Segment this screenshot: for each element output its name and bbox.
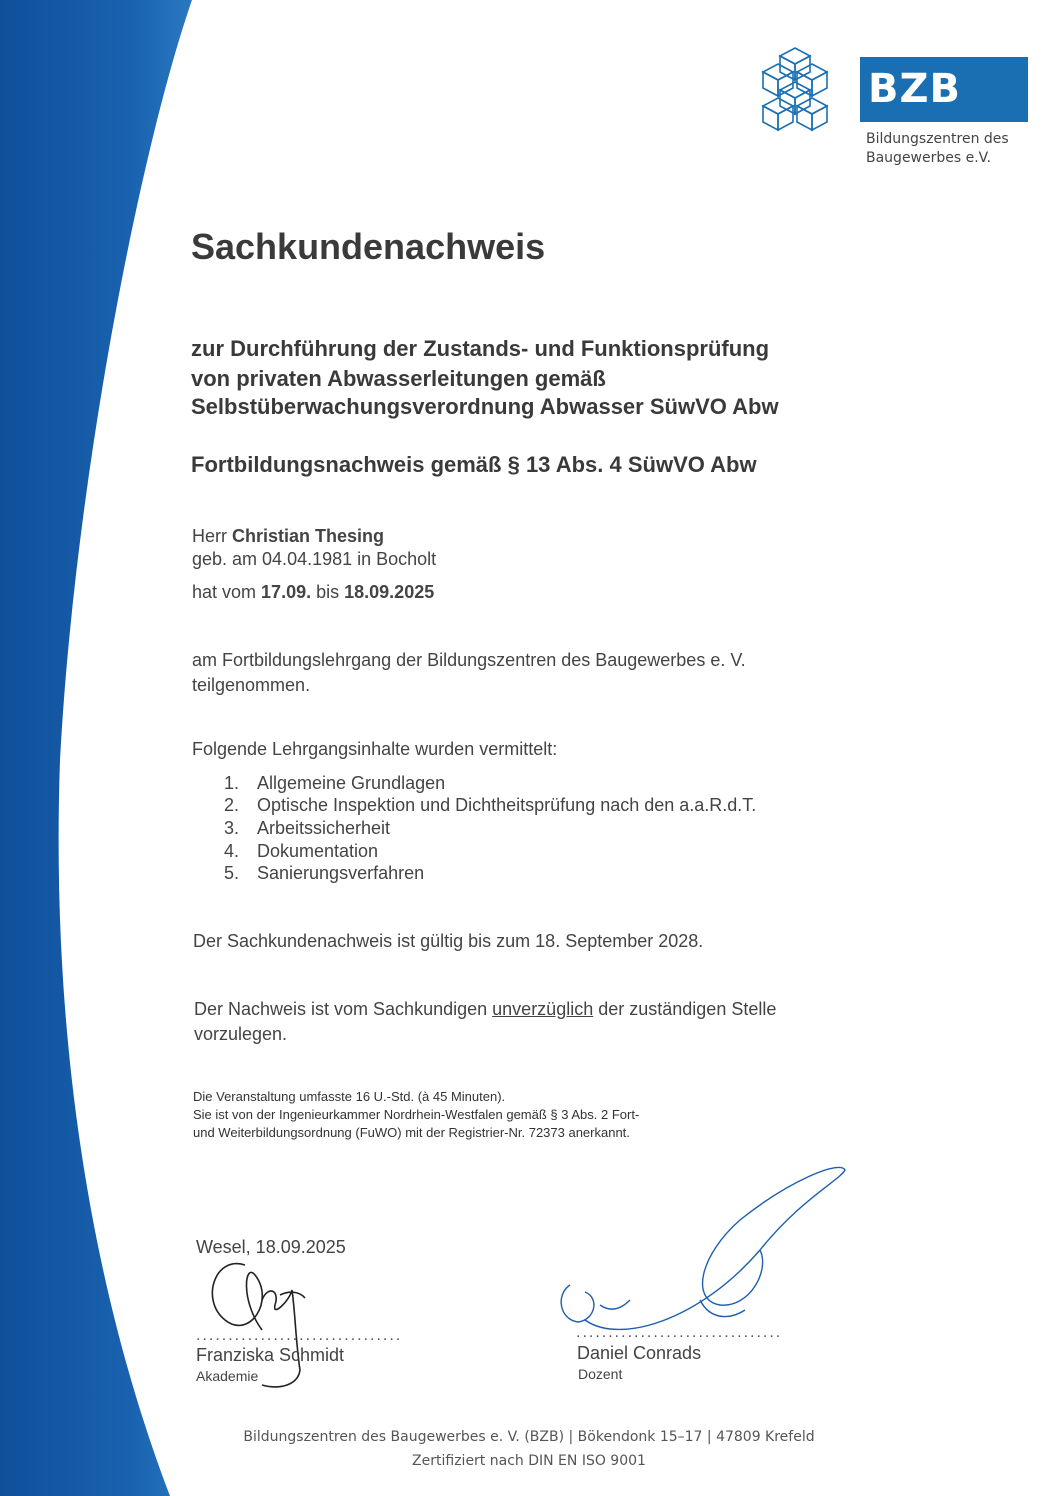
list-item: 1. Allgemeine Grundlagen [224,773,446,793]
participation-line-2: teilgenommen. [192,675,311,695]
signatory-name-left: Franziska Schmidt [196,1345,345,1365]
birth-info: geb. am 04.04.1981 in Bocholt [192,549,437,569]
footer-address: Bildungszentren des Baugewerbes e. V. (BZB) | Bökendonk 15–17 | 47809 Krefeld [243,1429,815,1445]
bzb-logo-box: BZB [860,57,1028,122]
subtitle-line-2: von privaten Abwasserleitungen gemäß [191,366,606,391]
footer-certification: Zertifiziert nach DIN EN ISO 9001 [412,1453,646,1469]
period-prefix: hat vom [192,582,257,602]
date-to: 18.09.2025 [344,582,435,602]
list-item: 3. Arbeitssicherheit [224,818,391,838]
small-print-line-3: und Weiterbildungsordnung (FuWO) mit der Registrier-Nr. 72373 anerkannt. [193,1125,630,1140]
list-item: 4. Dokumentation [224,841,379,861]
signatory-role-right: Dozent [578,1366,623,1382]
signature-line-right: ................................ [576,1324,783,1341]
salutation: Herr [192,526,227,546]
list-item: 5. Sanierungsverfahren [224,863,425,883]
notice-emphasis: unverzüglich [492,999,594,1019]
notice-line-1: Der Nachweis ist vom Sachkundigen unverzüglich der zuständigen Stelle [194,999,777,1019]
subtitle-line-3: Selbstüberwachungsverordnung Abwasser SüwVO Abw [191,394,779,419]
small-print-line-2: Sie ist von der Ingenieurkammer Nordrhein-Westfalen gemäß § 3 Abs. 2 Fort- [193,1107,640,1122]
date-from: 17.09. [261,582,312,602]
signatory-name-right: Daniel Conrads [577,1343,702,1363]
list-item: 2. Optische Inspektion und Dichtheitsprüfung nach den a.a.R.d.T. [224,795,757,815]
contents-intro: Folgende Lehrgangsinhalte wurden vermittelt: [192,739,558,759]
signature-line-left: ................................ [196,1327,403,1344]
organization-name-line1: Bildungszentren des [866,131,1009,147]
organization-name-line2: Baugewerbes e.V. [866,150,991,166]
page-title: Sachkundenachweis [191,226,546,267]
notice-line-2: vorzulegen. [194,1024,288,1044]
place-date: Wesel, 18.09.2025 [196,1237,346,1257]
subtitle-line-1: zur Durchführung der Zustands- und Funktionsprüfung [191,336,770,361]
validity-statement: Der Sachkundenachweis ist gültig bis zum 18. September 2028. [193,931,704,951]
small-print-line-1: Die Veranstaltung umfasste 16 U.-Std. (à 45 Minuten). [193,1089,506,1104]
signatory-role-left: Akademie [196,1368,259,1384]
continuing-education-heading: Fortbildungsnachweis gemäß § 13 Abs. 4 SüwVO Abw [191,452,757,477]
person-name: Christian Thesing [232,526,385,546]
period-mid: bis [316,582,340,602]
participation-line-1: am Fortbildungslehrgang der Bildungszentren des Baugewerbes e. V. [192,650,746,670]
